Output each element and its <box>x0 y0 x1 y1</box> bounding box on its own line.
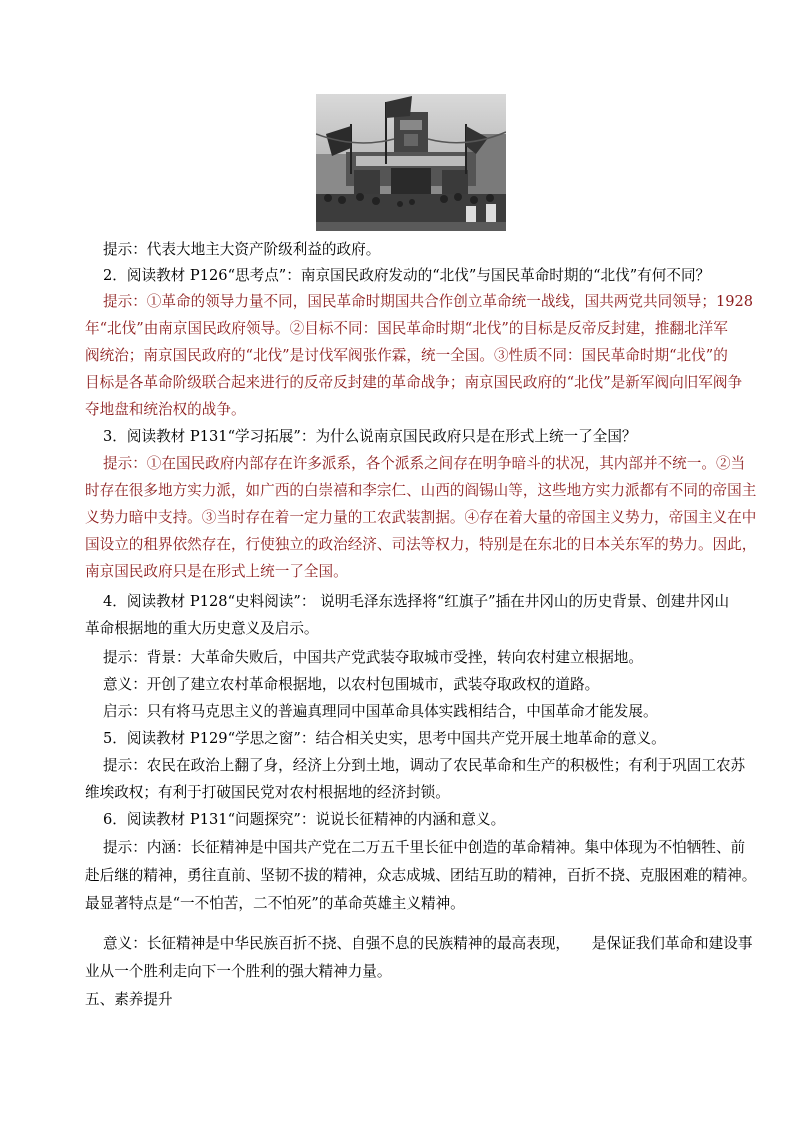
hint-5-line-1: 提示：农民在政治上翻了身，经济上分到土地，调动了农民革命和生产的积极性；有利于巩固工农苏 <box>103 757 746 774</box>
hint-2-line-5: 夺地盘和统治权的战争。 <box>85 401 246 418</box>
hint-4-significance: 意义：开创了建立农村革命根据地，以农村包围城市，武装夺取政权的道路。 <box>103 676 600 693</box>
hint-3-line-1: 提示：①在国民政府内部存在许多派系，各个派系之间存在明争暗斗的状况，其内部并不统一。②当 <box>103 455 746 472</box>
question-5: 5．阅读教材 P129“学思之窗”：结合相关史实，思考中国共产党开展土地革命的意义。 <box>103 730 666 747</box>
hint-4-inspiration: 启示：只有将马克思主义的普遍真理同中国革命具体实践相结合，中国革命才能发展。 <box>103 703 658 720</box>
hint-3-line-2: 时存在很多地方实力派，如广西的白崇禧和李宗仁、山西的阎锡山等，这些地方实力派都有不同的帝国主 <box>85 482 757 499</box>
historical-photo <box>316 94 506 231</box>
hint-3-line-5: 南京国民政府只是在形式上统一了全国。 <box>85 563 348 580</box>
hint-3-line-4: 国设立的租界依然存在，行使独立的政治经济、司法等权力，特别是在东北的日本关东军的势力。因此， <box>85 536 757 553</box>
hint-6-line-3: 最显著特点是“一不怕苦，二不怕死”的革命英雄主义精神。 <box>85 895 465 912</box>
section-heading-5: 五、素养提升 <box>85 991 173 1008</box>
question-6: 6．阅读教材 P131“问题探究”：说说长征精神的内涵和意义。 <box>103 811 506 828</box>
hint-6-line-2: 赴后继的精神，勇往直前、坚韧不拔的精神，众志成城、团结互助的精神，百折不挠、克服困难的精神。 <box>85 867 757 884</box>
hint-2-line-4: 目标是各革命阶级联合起来进行的反帝反封建的革命战争；南京国民政府的“北伐”是新军阀向旧军阀争 <box>85 374 743 391</box>
hint-5-line-2: 维埃政权；有利于打破国民党对农村根据地的经济封锁。 <box>85 784 450 801</box>
photo-archive-icon <box>316 94 506 231</box>
significance-line-1: 意义：长征精神是中华民族百折不挠、自强不息的民族精神的最高表现， 是保证我们革命和建设事 <box>103 935 753 952</box>
hint-6-line-1: 提示：内涵：长征精神是中国共产党在二万五千里长征中创造的革命精神。集中体现为不怕牺牲、前 <box>103 839 746 856</box>
significance-line-2: 业从一个胜利走向下一个胜利的强大精神力量。 <box>85 963 392 980</box>
question-3: 3．阅读教材 P131“学习拓展”：为什么说南京国民政府只是在形式上统一了全国？ <box>103 428 637 445</box>
question-4-line-2: 革命根据地的重大历史意义及启示。 <box>85 620 319 637</box>
hint-4-background: 提示：背景：大革命失败后，中国共产党武装夺取城市受挫，转向农村建立根据地。 <box>103 649 643 666</box>
hint-2-line-2: 年“北伐”由南京国民政府领导。②目标不同：国民革命时期“北伐”的目标是反帝反封建，推翻北洋军 <box>85 320 728 337</box>
question-2: 2．阅读教材 P126“思考点”：南京国民政府发动的“北伐”与国民革命时期的“北伐”有何不同？ <box>103 267 711 284</box>
hint-text-1: 提示：代表大地主大资产阶级利益的政府。 <box>103 241 381 258</box>
hint-3-line-3: 义势力暗中支持。③当时存在着一定力量的工农武装割据。④存在着大量的帝国主义势力，帝国主义在中 <box>85 509 757 526</box>
question-4-line-1: 4．阅读教材 P128“史料阅读”： 说明毛泽东选择将“红旗子”插在井冈山的历史背景、创建井冈山 <box>103 593 730 610</box>
hint-2-line-1: 提示：①革命的领导力量不同，国民革命时期国共合作创立革命统一战线，国共两党共同领导；1928 <box>103 293 754 310</box>
hint-2-line-3: 阀统治；南京国民政府的“北伐”是讨伐军阀张作霖，统一全国。③性质不同：国民革命时期“北伐”的 <box>85 347 728 364</box>
